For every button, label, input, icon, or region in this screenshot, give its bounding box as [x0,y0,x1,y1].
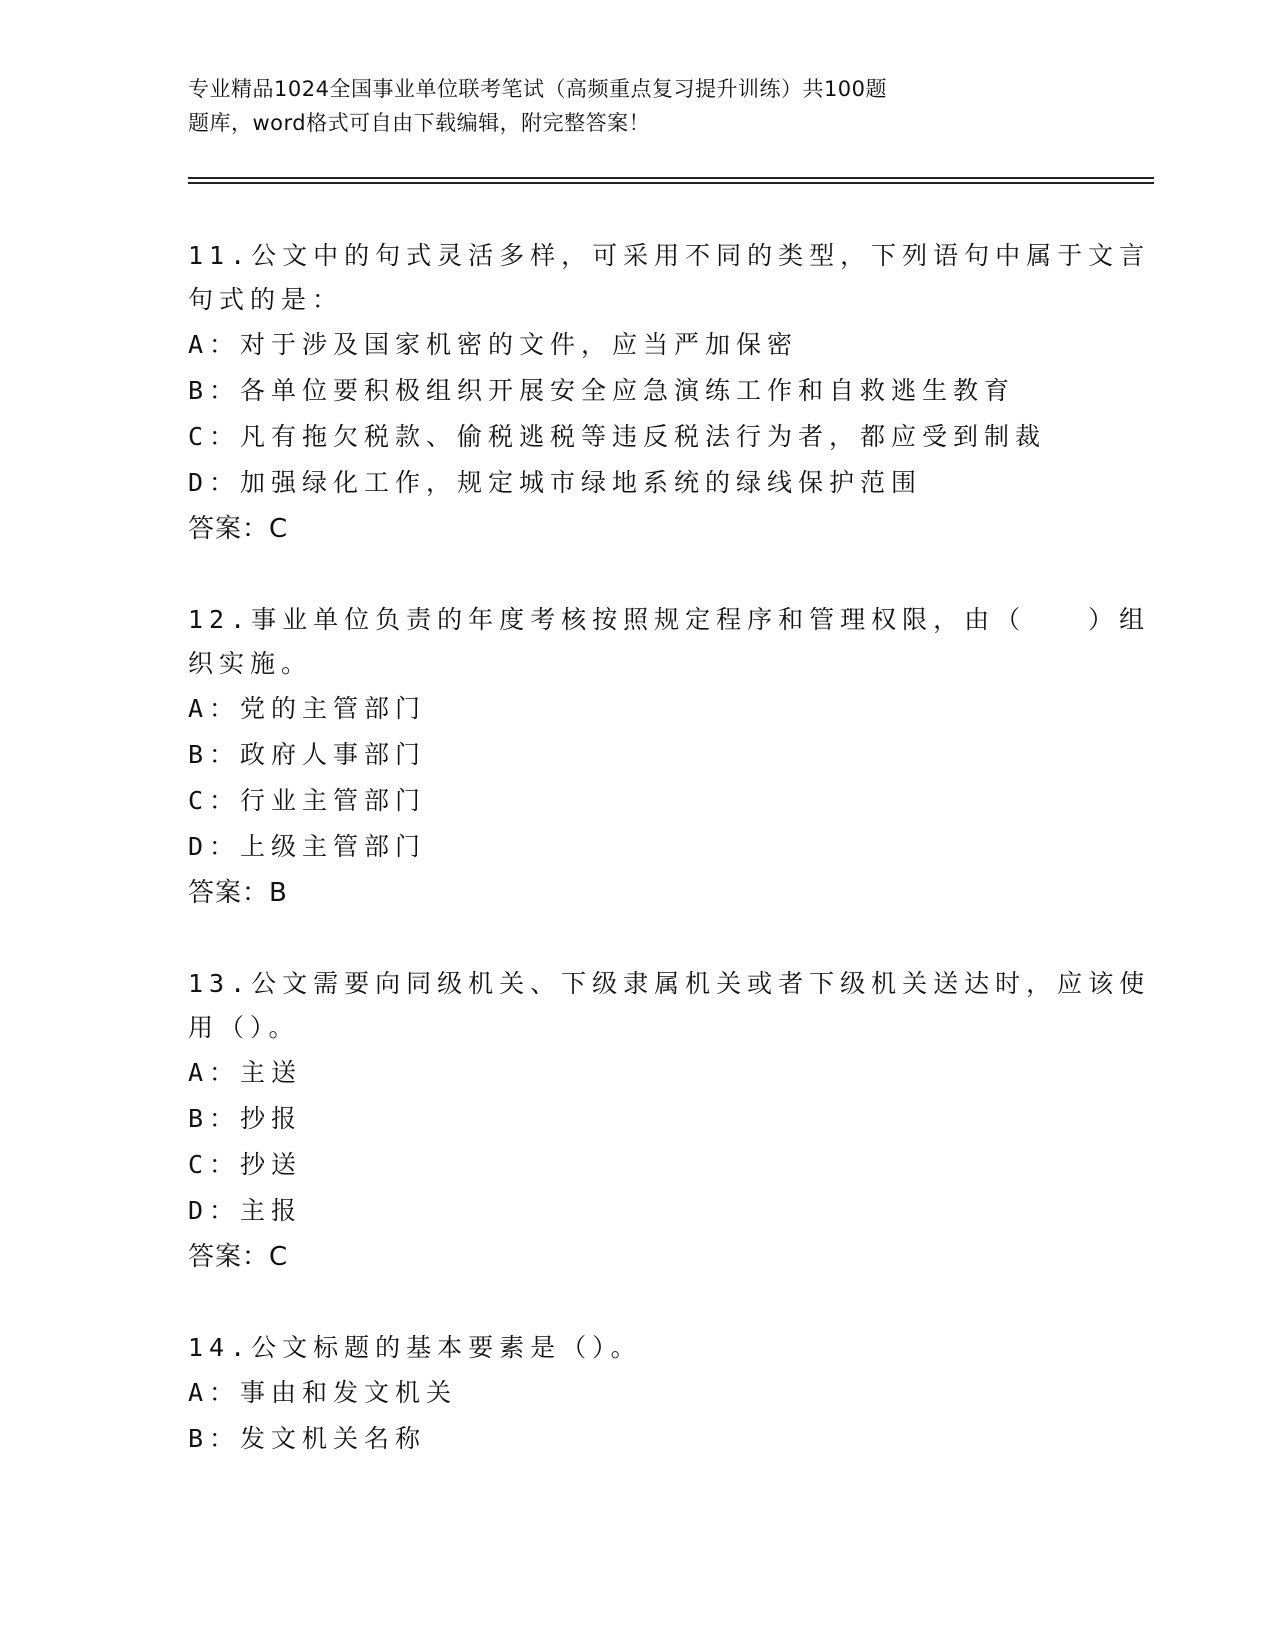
option-b: B：政府人事部门 [188,740,427,769]
option-d: D：上级主管部门 [188,832,427,861]
option-a: A：党的主管部门 [188,694,427,723]
header-divider-bottom [188,182,1154,184]
option-a: A：对于涉及国家机密的文件，应当严加保密 [188,330,799,359]
question-11 [188,234,1151,552]
option-c: C：行业主管部门 [188,786,427,815]
question-stem-line: 13.公文需要向同级机关、下级隶属机关或者下级机关送达时，应该使 [188,969,1151,998]
option-c: C：凡有拖欠税款、偷税逃税等违反税法行为者，都应受到制裁 [188,422,1047,451]
answer-line: 答案：B [188,878,288,908]
header-title-line-2: 题库，word格式可自由下载编辑，附完整答案！ [188,111,651,135]
question-stem-line: 用（）。 [188,1013,300,1042]
option-b: B：各单位要积极组织开展安全应急演练工作和自救逃生教育 [188,376,1016,405]
answer-line: 答案：C [188,514,289,544]
option-d: D：主报 [188,1196,303,1225]
option-b: B：抄报 [188,1104,303,1133]
header-title-line-1: 专业精品1024全国事业单位联考笔试（高频重点复习提升训练）共100题 [188,77,888,101]
question-stem-line: 14.公文标题的基本要素是（）。 [188,1333,642,1362]
question-stem-line: 12.事业单位负责的年度考核按照规定程序和管理权限，由（ ）组 [188,605,1151,634]
option-a: A：事由和发文机关 [188,1378,458,1407]
question-stem-line: 句式的是： [188,285,344,314]
option-b: B：发文机关名称 [188,1424,427,1453]
answer-line: 答案：C [188,1242,289,1272]
question-stem-line: 11.公文中的句式灵活多样，可采用不同的类型，下列语句中属于文言 [188,241,1151,270]
question-12 [188,598,1151,916]
question-13 [188,962,1151,1280]
question-stem-line: 织实施。 [188,649,313,678]
header-divider-top [188,177,1154,179]
document-header [188,72,1008,140]
option-a: A：主送 [188,1058,303,1087]
option-c: C：抄送 [188,1150,303,1179]
question-14 [188,1326,1068,1462]
option-d: D：加强绿化工作，规定城市绿地系统的绿线保护范围 [188,468,923,497]
